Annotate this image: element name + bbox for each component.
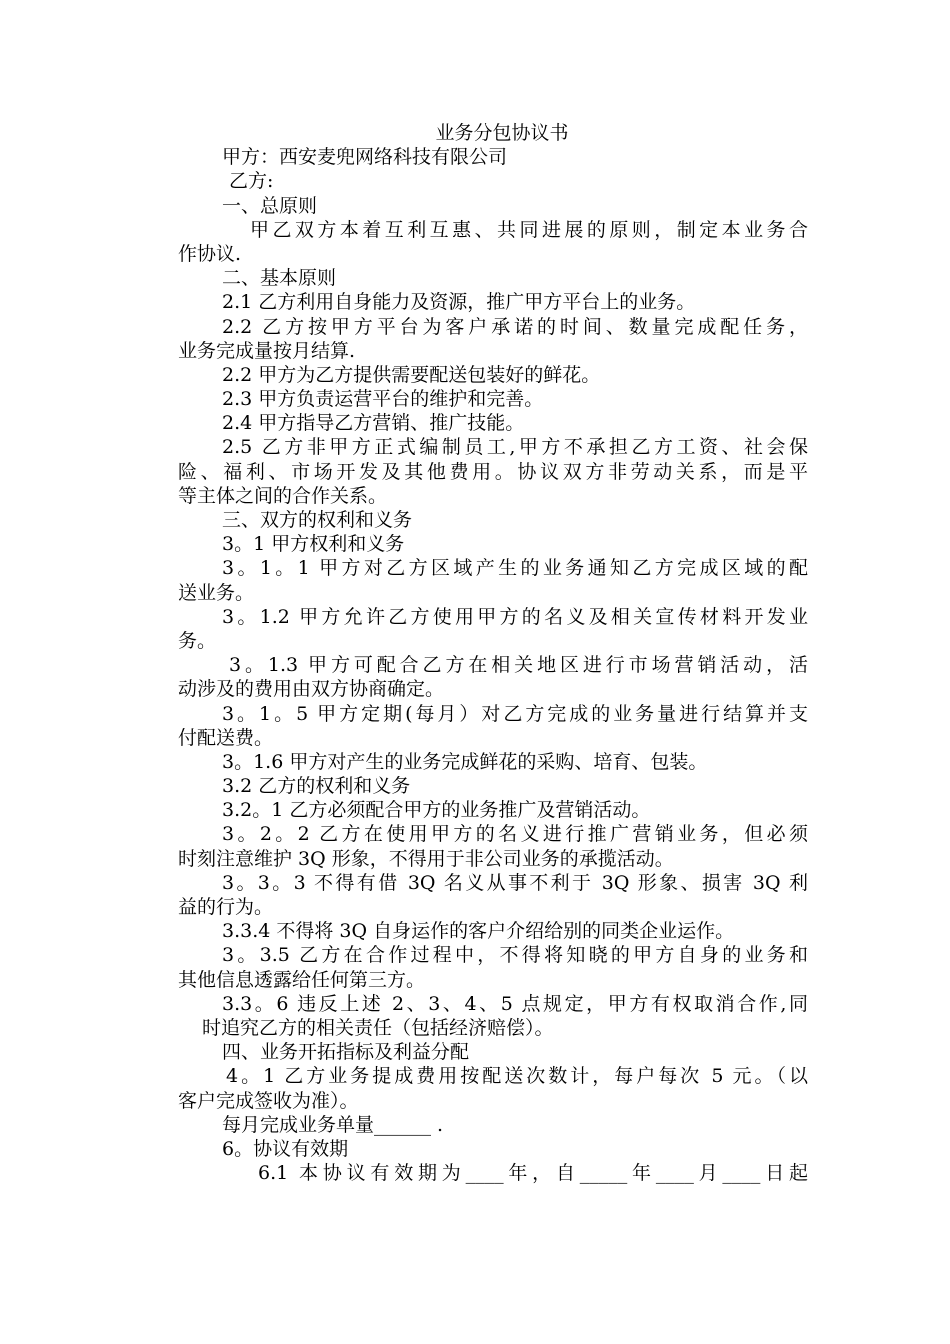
subsection-heading: 3.2 乙方的权利和义务 (222, 775, 411, 798)
validity-line: 6.1 本协议有效期为____年，自_____年____月____日起 (258, 1162, 808, 1185)
clause-line: 时追究乙方的相关责任（包括经济赔偿）。 (202, 1016, 554, 1039)
clause-line: 4。1 乙方业务提成费用按配送次数计，每户每次 5 元。（以 (226, 1065, 808, 1088)
clause-line: 3.2。1 乙方必须配合甲方的业务推广及营销活动。 (222, 799, 651, 822)
clause-line: 3。1。5 甲方定期(每月）对乙方完成的业务量进行结算并支 (222, 702, 808, 725)
clause-line: 3。2。2 乙方在使用甲方的名义进行推广营销业务，但必须 (222, 823, 808, 846)
subsection-heading: 3。1 甲方权利和义务 (222, 533, 405, 556)
clause-line: 业务完成量按月结算. (178, 339, 356, 362)
clause-line: 3。1.2 甲方允许乙方使用甲方的名义及相关宣传材料开发业 (222, 605, 808, 628)
party-b: 乙方: (229, 170, 274, 193)
monthly-quota-line: 每月完成业务单量______ . (222, 1113, 444, 1136)
section-heading: 三、双方的权利和义务 (222, 509, 413, 531)
clause-line: 2.2 甲方为乙方提供需要配送包装好的鲜花。 (222, 363, 601, 386)
clause-line: 2.1 乙方利用自身能力及资源，推广甲方平台上的业务。 (222, 291, 696, 314)
clause-line: 益的行为。 (178, 896, 274, 918)
clause-line: 3。3.5 乙方在合作过程中，不得将知晓的甲方自身的业务和 (222, 944, 808, 967)
clause-line: 3。1.6 甲方对产生的业务完成鲜花的采购、培育、包装。 (222, 750, 708, 773)
paragraph-line: 甲乙双方本着互利互惠、共同进展的原则，制定本业务合 (250, 218, 808, 241)
clause-line: 客户完成签收为准）。 (178, 1089, 359, 1112)
clause-line: 2.3 甲方负责运营平台的维护和完善。 (222, 388, 544, 411)
section-heading: 四、业务开拓指标及利益分配 (222, 1041, 470, 1064)
clause-line: 3。1.3 甲方可配合乙方在相关地区进行市场营销活动，活 (229, 654, 808, 677)
clause-line: 3.3.4 不得将 3Q 自身运作的客户介绍给别的同类企业运作。 (222, 920, 735, 943)
clause-line: 2.5 乙方非甲方正式编制员工,甲方不承担乙方工资、社会保 (222, 436, 808, 459)
clause-line: 2.2 乙方按甲方平台为客户承诺的时间、数量完成配任务， (222, 315, 808, 338)
paragraph-line: 作协议. (178, 242, 242, 265)
clause-line: 3。1。1 甲方对乙方区域产生的业务通知乙方完成区域的配 (222, 557, 808, 580)
clause-line: 务。 (178, 629, 217, 652)
clause-line: 等主体之间的合作关系。 (178, 484, 388, 507)
clause-line: 2.4 甲方指导乙方营销、推广技能。 (222, 412, 525, 435)
clause-line: 时刻注意维护 3Q 形象，不得用于非公司业务的承揽活动。 (178, 847, 674, 870)
clause-line: 3。3。3 不得有借 3Q 名义从事不利于 3Q 形象、损害 3Q 利 (222, 871, 808, 894)
clause-line: 付配送费。 (178, 726, 274, 749)
clause-line: 送业务。 (178, 581, 255, 604)
clause-line: 3.3。6 违反上述 2、3、4、5 点规定，甲方有权取消合作,同 (222, 992, 808, 1015)
clause-line: 动涉及的费用由双方协商确定。 (178, 678, 445, 701)
section-heading: 一、总原则 (222, 194, 318, 217)
document-title: 业务分包协议书 (435, 122, 569, 144)
clause-line: 险、福利、市场开发及其他费用。协议双方非劳动关系，而是平 (178, 460, 808, 483)
clause-line: 其他信息透露给任何第三方。 (178, 968, 426, 991)
document-body (178, 121, 808, 1185)
section-heading: 6。协议有效期 (222, 1137, 349, 1160)
section-heading: 二、基本原则 (222, 267, 337, 290)
party-a: 甲方：西安麦兜网络科技有限公司 (222, 146, 508, 169)
